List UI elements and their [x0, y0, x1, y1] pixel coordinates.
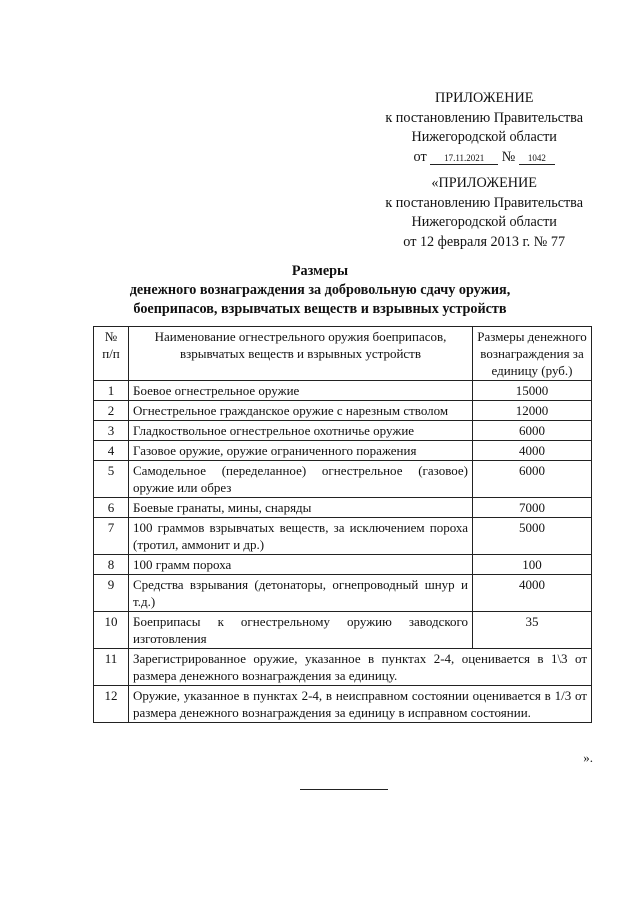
original-appendix-title: «ПРИЛОЖЕНИЕ — [431, 175, 537, 191]
row-name: 100 грамм пороха — [129, 555, 473, 575]
row-value: 6000 — [473, 461, 592, 498]
original-appendix-line-1: к постановлению Правительства — [385, 194, 583, 211]
row-value: 5000 — [473, 518, 592, 555]
row-value: 35 — [473, 612, 592, 649]
table-row — [94, 575, 592, 612]
row-value: 6000 — [473, 421, 592, 441]
table-row — [94, 555, 592, 575]
original-appendix-line-2: Нижегородской области — [411, 214, 557, 230]
row-name: Боевое огнестрельное оружие — [129, 381, 473, 401]
row-value: 7000 — [473, 498, 592, 518]
title-line-3: боеприпасов, взрывчатых веществ и взрывных устройств — [133, 301, 507, 317]
appendix-title: ПРИЛОЖЕНИЕ — [434, 90, 534, 106]
note-text: Зарегистрированное оружие, указанное в пунктах 2-4, оценивается в 1\3 от размера денежного вознаграждения за единицу. — [129, 649, 592, 686]
table-row — [94, 612, 592, 649]
row-num: 5 — [94, 461, 129, 498]
row-num: 6 — [94, 498, 129, 518]
from-label: от — [413, 148, 427, 165]
row-name: Боеприпасы к огнестрельному оружию заводского изготовления — [129, 612, 473, 649]
row-num: 9 — [94, 575, 129, 612]
note-num: 11 — [94, 649, 129, 686]
row-name: Самодельное (переделанное) огнестрельное (газовое) оружие или обрез — [129, 461, 473, 498]
row-name: Гладкоствольное огнестрельное охотничье оружие — [129, 421, 473, 441]
table-note-row — [94, 686, 592, 723]
number-sign: № — [501, 148, 516, 165]
original-appendix-line-3: от 12 февраля 2013 г. № 77 — [403, 233, 566, 250]
appendix-line-2: Нижегородской области — [411, 129, 557, 145]
closing-quote: ». — [583, 750, 593, 765]
table-note-row — [94, 649, 592, 686]
row-num: 10 — [94, 612, 129, 649]
note-num: 12 — [94, 686, 129, 723]
title-line-2: денежного вознаграждения за добровольную сдачу оружия, — [129, 282, 511, 298]
header-num: № п/п — [94, 327, 129, 381]
resolution-number: 1042 — [519, 152, 555, 165]
table-row — [94, 518, 592, 555]
note-text: Оружие, указанное в пунктах 2-4, в неисправном состоянии оценивается в 1/3 от размера денежного вознаграждения за единицу в исправном состоянии. — [129, 686, 592, 723]
row-name: Боевые гранаты, мины, снаряды — [129, 498, 473, 518]
appendix-date-line — [385, 148, 583, 168]
reward-table — [93, 326, 592, 723]
header-name: Наименование огнестрельного оружия боеприпасов, взрывчатых веществ и взрывных устройств — [129, 327, 473, 381]
row-num: 4 — [94, 441, 129, 461]
table-row — [94, 498, 592, 518]
row-num: 8 — [94, 555, 129, 575]
row-name: Огнестрельное гражданское оружие с нарезным стволом — [129, 401, 473, 421]
row-value: 4000 — [473, 441, 592, 461]
row-value: 12000 — [473, 401, 592, 421]
footer-divider — [300, 789, 388, 790]
row-name: 100 граммов взрывчатых веществ, за исключением пороха (тротил, аммонит и др.) — [129, 518, 473, 555]
row-value: 15000 — [473, 381, 592, 401]
row-num: 1 — [94, 381, 129, 401]
table-row — [94, 441, 592, 461]
resolution-date: 17.11.2021 — [430, 152, 498, 165]
table-row — [94, 421, 592, 441]
original-appendix-header — [385, 174, 583, 252]
table-row — [94, 401, 592, 421]
row-value: 100 — [473, 555, 592, 575]
title-line-1: Размеры — [291, 263, 349, 279]
row-num: 7 — [94, 518, 129, 555]
row-name: Газовое оружие, оружие ограниченного поражения — [129, 441, 473, 461]
table-row — [94, 381, 592, 401]
header-value: Размеры денежного вознаграждения за единицу (руб.) — [473, 327, 592, 381]
appendix-line-1: к постановлению Правительства — [385, 109, 583, 126]
row-name: Средства взрывания (детонаторы, огнепроводный шнур и т.д.) — [129, 575, 473, 612]
row-value: 4000 — [473, 575, 592, 612]
document-title — [0, 262, 640, 319]
row-num: 3 — [94, 421, 129, 441]
row-num: 2 — [94, 401, 129, 421]
appendix-header — [385, 89, 583, 167]
table-row — [94, 461, 592, 498]
table-header-row — [94, 327, 592, 381]
